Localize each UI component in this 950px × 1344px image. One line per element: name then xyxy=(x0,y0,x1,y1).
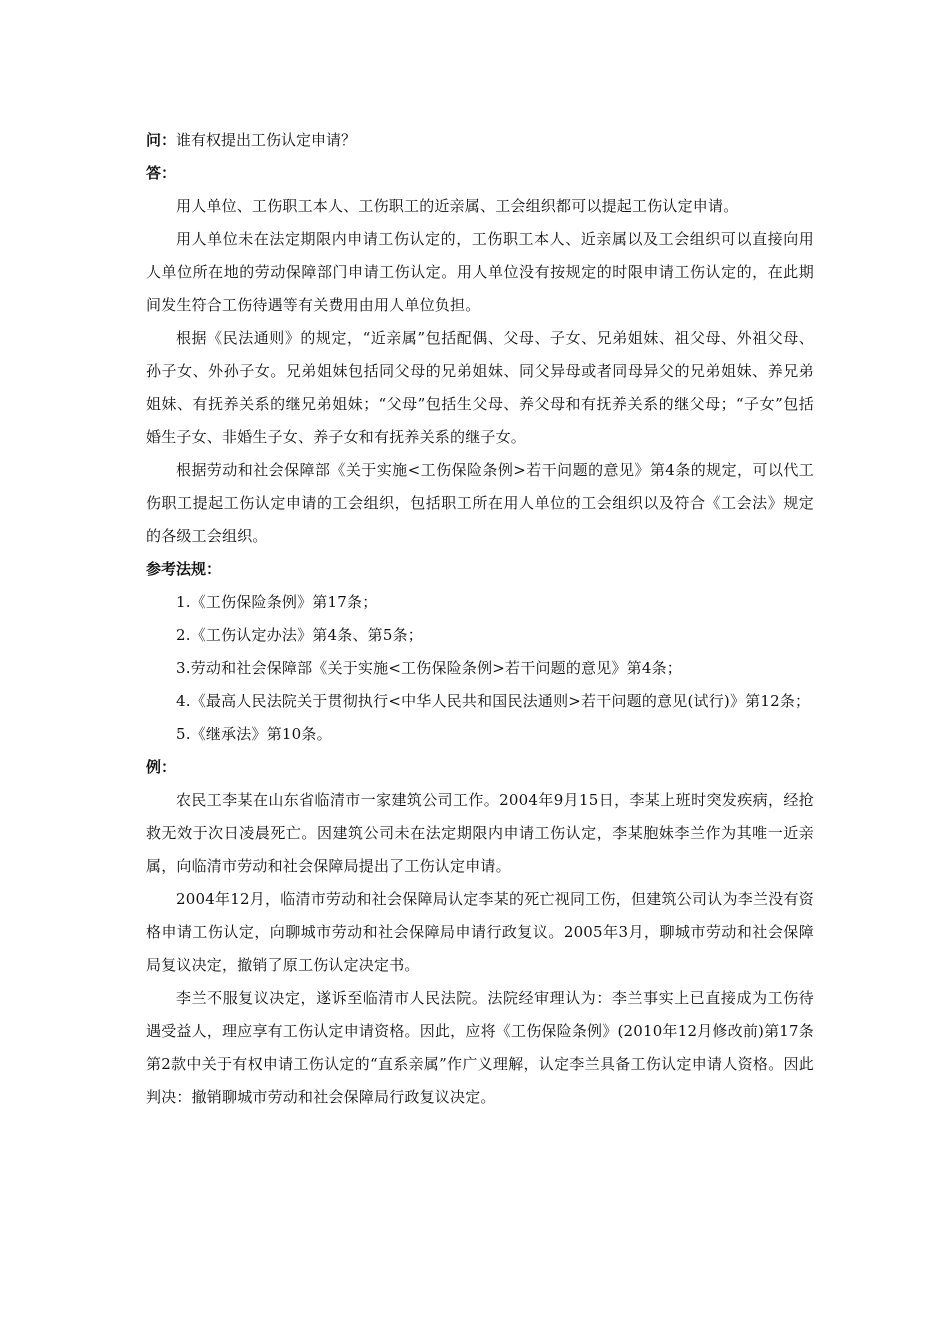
answer-paragraph: 根据劳动和社会保障部《关于实施<工伤保险条例>若干问题的意见》第4条的规定，可以代工伤职工提起工伤认定申请的工会组织，包括职工所在用人单位的工会组织以及符合《工会法》规定的各级工会组织。 xyxy=(146,461,814,545)
question-line xyxy=(146,124,814,157)
answer-paragraph: 用人单位未在法定期限内申请工伤认定的，工伤职工本人、近亲属以及工会组织可以直接向用人单位所在地的劳动保障部门申请工伤认定。用人单位没有按规定的时限申请工伤认定的，在此期间发生符合工伤待遇等有关费用由用人单位负担。 xyxy=(146,230,814,314)
reference-item: 4.《最高人民法院关于贯彻执行<中华人民共和国民法通则>若干问题的意见(试行)》第12条； xyxy=(176,692,811,710)
document-page xyxy=(146,124,814,1114)
answer-label: 答： xyxy=(146,164,177,182)
reference-item: 2.《工伤认定办法》第4条、第5条； xyxy=(176,626,423,644)
reference-item: 3.劳动和社会保障部《关于实施<工伤保险条例>若干问题的意见》第4条； xyxy=(176,659,682,677)
question-text: 谁有权提出工伤认定申请？ xyxy=(176,131,357,149)
answer-paragraph: 用人单位、工伤职工本人、工伤职工的近亲属、工会组织都可以提起工伤认定申请。 xyxy=(176,197,739,215)
example-paragraph: 2004年12月，临清市劳动和社会保障局认定李某的死亡视同工伤，但建筑公司认为李兰没有资格申请工伤认定，向聊城市劳动和社会保障局申请行政复议。2005年3月，聊城市劳动和社会保障局复议决定，撤销了原工伤认定决定书。 xyxy=(146,890,814,974)
question-label: 问： xyxy=(146,131,177,149)
reference-item: 5.《继承法》第10条。 xyxy=(176,725,332,743)
references-label: 参考法规： xyxy=(146,560,222,578)
example-paragraph: 农民工李某在山东省临清市一家建筑公司工作。2004年9月15日，李某上班时突发疾病，经抢救无效于次日凌晨死亡。因建筑公司未在法定期限内申请工伤认定，李某胞妹李兰作为其唯一近亲属，向临清市劳动和社会保障局提出了工伤认定申请。 xyxy=(146,791,814,875)
example-paragraph: 李兰不服复议决定，遂诉至临清市人民法院。法院经审理认为：李兰事实上已直接成为工伤待遇受益人，理应享有工伤认定申请资格。因此，应将《工伤保险条例》(2010年12月修改前)第17条第2款中关于有权申请工伤认定的“直系亲属”作广义理解，认定李兰具备工伤认定申请人资格。因此判决：撤销聊城市劳动和社会保障局行政复议决定。 xyxy=(146,989,814,1106)
example-label: 例： xyxy=(146,758,177,776)
reference-item: 1.《工伤保险条例》第17条； xyxy=(176,593,378,611)
answer-paragraph: 根据《民法通则》的规定，“近亲属”包括配偶、父母、子女、兄弟姐妹、祖父母、外祖父母、孙子女、外孙子女。兄弟姐妹包括同父母的兄弟姐妹、同父异母或者同母异父的兄弟姐妹、养兄弟姐妹、有抚养关系的继兄弟姐妹；“父母”包括生父母、养父母和有抚养关系的继父母；“子女”包括婚生子女、非婚生子女、养子女和有抚养关系的继子女。 xyxy=(146,329,814,446)
